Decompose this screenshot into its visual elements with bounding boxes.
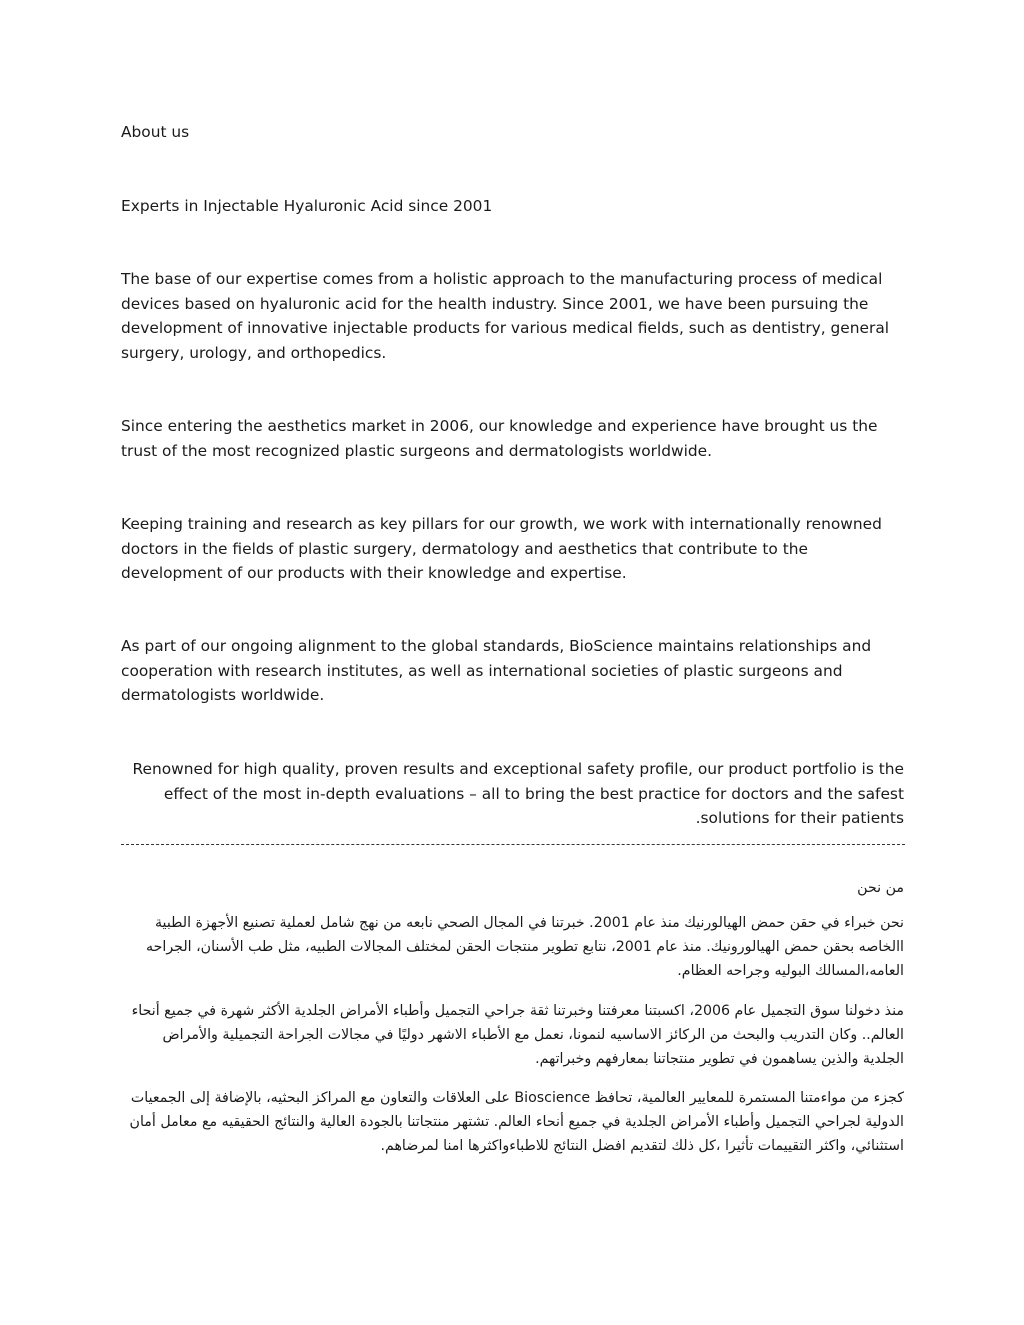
- page-title: About us: [121, 123, 190, 141]
- arabic-heading: من نحن: [857, 880, 904, 896]
- dashed-divider: [121, 844, 905, 845]
- paragraph-renowned: [121, 757, 904, 831]
- arabic-paragraph-expertise: نحن خبراء في حقن حمض الهيالورنيك منذ عام 2001. خبرتنا في المجال الصحي نابعه من نهج شامل لعملية تصنيع الأجهزة الطبية االخاصه بحقن حمض الهيالورونيك. منذ عام 2001، نتابع تطوير منتجات الحقن لمختلف المجالات الطبيه، مثل طب الأسنان، الجراحه العامه،المسالك البوليه وجراحه العظام.: [146, 915, 904, 979]
- paragraph-expertise: The base of our expertise comes from a holistic approach to the manufacturing process of medical devices based on hyaluronic acid for the health industry. Since 2001, we have been pursuing the development of innovative injectable products for various medical fields, such as dentistry, general surgery, urology, and orthopedics.: [121, 270, 890, 362]
- paragraph-renowned-line-2: effect of the most in-depth evaluations – all to bring the best practice for doctors and the safest: [163, 784, 904, 803]
- arabic-paragraph-standards: كجزء من مواءمتنا المستمرة للمعايير العالمية، تحافظ Bioscience على العلاقات والتعاون مع المراكز البحثيه، بالإضافة إلى الجمعيات الدولية لجراحي التجميل وأطباء الأمراض الجلدية في جميع أنحاء العالم. تشتهر منتجاتنا بالجودة العالية والنتائج الحقيقيه مع معامل أمان استثنائي، واكثر التقييمات تأثيرا ،كل ذلك لتقديم افضل النتائج للاطباءواكثرها امنا لمرضاهم.: [129, 1090, 904, 1154]
- paragraph-global-standards: As part of our ongoing alignment to the global standards, BioScience maintains relationships and cooperation with research institutes, as well as international societies of plastic surgeons and dermatologists worldwide.: [121, 637, 872, 704]
- paragraph-aesthetics-market: Since entering the aesthetics market in 2006, our knowledge and experience have brought us the trust of the most recognized plastic surgeons and dermatologists worldwide.: [121, 417, 878, 460]
- page-subtitle: Experts in Injectable Hyaluronic Acid since 2001: [121, 197, 493, 215]
- paragraph-renowned-line-1: Renowned for high quality, proven results and exceptional safety profile, our product portfolio is the: [132, 760, 904, 778]
- paragraph-renowned-line-3: .solutions for their patients: [695, 809, 904, 827]
- arabic-paragraph-aesthetics: منذ دخولنا سوق التجميل عام 2006، اكسبتنا معرفتنا وخبرتنا ثقة جراحي التجميل وأطباء الأمراض الجلدية الأكثر شهرة في جميع أنحاء العالم.. وكان التدريب والبحث من الركائز الاساسيه لنمونا، نعمل مع الأطباء الاشهر دوليًا في مجالات الجراحة التجميلية والأمراض الجلدية والذين يساهمون في تطوير منتجاتنا بمعارفهم وخبراتهم.: [131, 1003, 904, 1067]
- paragraph-training-research: Keeping training and research as key pillars for our growth, we work with internationally renowned doctors in the fields of plastic surgery, dermatology and aesthetics that contribute to the development of our products with their knowledge and expertise.: [121, 515, 882, 582]
